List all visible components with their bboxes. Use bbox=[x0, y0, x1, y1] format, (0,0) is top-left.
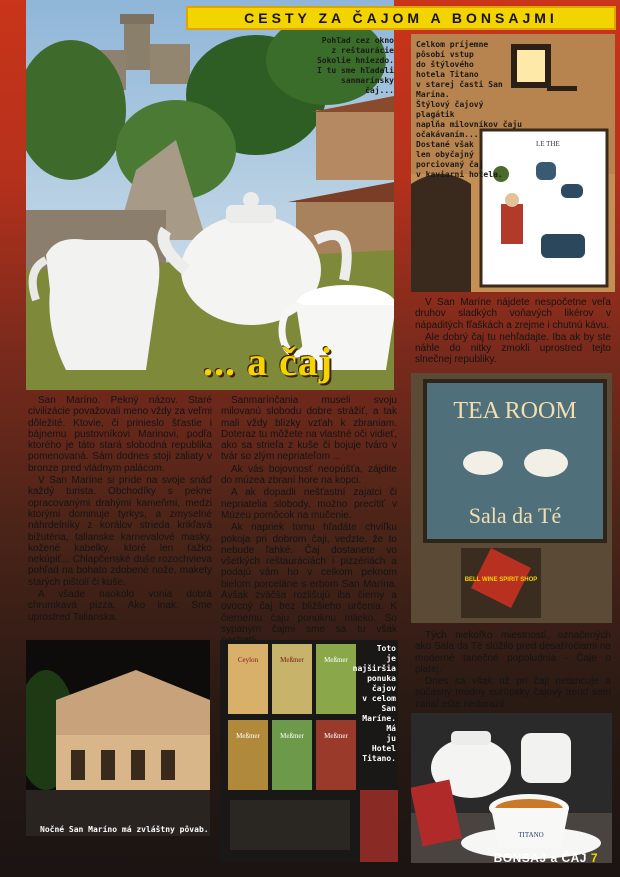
teacup-photo bbox=[411, 713, 612, 863]
hero-title: ... a čaj bbox=[203, 339, 334, 384]
page-footer bbox=[494, 851, 598, 865]
paragraph: A ak dopadli nešťastní zajatci či nepriatelia slobody, možno precítiť v Múzeu pomôcok na mučenie. bbox=[221, 487, 397, 521]
right-text-upper bbox=[415, 297, 611, 367]
box-label: Meßmer bbox=[324, 656, 348, 664]
hero-caption: Pohľad cez okno z reštaurácie Sokolie hniezdo. I tu sme hľadali sanmarínsky čaj... bbox=[316, 36, 394, 95]
paragraph: V San Maríne nájdete nespočetne veľa druhov sladkých voňavých likérov v nápaditých fľaškách a zrejme i chutnú kávu. bbox=[415, 297, 611, 331]
footer-text: BONSAJ a ČAJ bbox=[493, 851, 587, 865]
paragraph: V San Maríne si príde na svoje snáď každý turista. Obchodíky s pekne opracovanými drahými kameňmi, medzi ktorými dominuje tyrkys, a zmyselné náhrdelníky z korálov strieda krikľavá bižutéria, talianske karnevalové masky, kožené kabelky, ktoré len ťažko nekúpiť... Chlapčenské duše rozochvieva pohľad na bohato zdobené nože, makety starých pištolí či kuše. bbox=[28, 475, 212, 588]
paragraph: Ak vás bojovnosť neopúšťa, zájdite do múzea zbraní hore na kopci. bbox=[221, 463, 397, 487]
box-label: Meßmer bbox=[280, 732, 304, 740]
tea-room-sign-photo bbox=[411, 373, 612, 623]
night-caption: Nočné San Maríno má zvláštny pôvab. bbox=[40, 825, 209, 834]
page-number: 7 bbox=[590, 851, 598, 865]
article-column-1 bbox=[28, 395, 212, 624]
paragraph: A všade naokolo vonia dobrá chrumkavá pizza. Ako inak. Sme uprostred Talianska. bbox=[28, 589, 212, 623]
cup-label: TITANO bbox=[518, 831, 544, 839]
paragraph: Ak napriek tomu hľadáte chvíľku pokoja pri dobrom čaji, vedzte, že to nebude ľahké. Čaj dostanete vo všetkých reštauráciách i pizzériách a podajú vám ho v celkom peknom bielom porceláne s erbom San Marína. Avšak zväčša rozlišujú iba čierny a ovocný čaj bez bližšieho určenia. K čiernemu čaju ponúknu mlieko. So sypaným čajmi sme sa tu však bbox=[221, 522, 397, 635]
sign-line1: TEA ROOM bbox=[453, 398, 577, 424]
right-text-lower bbox=[415, 630, 611, 711]
paragraph: Dnes sa však už pri čaji netancuje a súčasný módny európsky čajový trend sem zatiaľ ešte nedorazil. bbox=[415, 676, 611, 710]
box-label: Meßmer bbox=[280, 656, 304, 664]
sign-small: BELL WINE SPIRIT SHOP bbox=[464, 577, 538, 583]
box-label: Meßmer bbox=[236, 732, 260, 740]
box-label: Meßmer bbox=[324, 732, 348, 740]
box-label: Ceylon bbox=[237, 656, 259, 664]
paragraph: San Maríno. Pekný názov. Staré civilizácie považovali meno vždy za veľmi dôležité. Ktovie, či prinieslo šťastie i bájnemu pustovníkovi Marinovi, podľa ktorého je táto stará slobodná republika pomenovaná. Sám dodnes stojí zaliaty v bronze pred vládnym palácom. bbox=[28, 395, 212, 474]
paragraph: Tých niekoľko miestností, označených ako Sala da Té slúžilo pred desaťročiami na moderné tanečné popoludnia - Čaje o piatej. bbox=[415, 630, 611, 675]
tea-room-sign-image bbox=[411, 373, 612, 623]
article-column-2 bbox=[221, 395, 397, 648]
section-header bbox=[186, 6, 616, 30]
lamp-caption: Celkom príjemne pôsobí vstup do štýlového hotela Titano v starej časti San Marína. Štýlový čajový plagátik napĺňa milovníkov čaju očakávaním... Dostané však len obyčajný porciovaný čaj v kaviarni hotela. bbox=[416, 40, 522, 179]
paragraph: Sanmarínčania museli svoju milovanú slobodu dobre strážiť, a tak mali vždy blízky vzťah k zbraniam. Doteraz tu môžete na vlastné oči vidieť, ako sa strieľa z kuše či bojuje tváro v tvár so zlým nepriateľom ... bbox=[221, 395, 397, 463]
poster-label: LE THE bbox=[536, 140, 560, 148]
night-photo-image bbox=[26, 640, 210, 836]
paragraph: Ale dobrý čaj tu nehľadajte. Iba ak by ste náhle do nitky zmokli uprostred tejto slnečnej republiky. bbox=[415, 331, 611, 366]
night-photo bbox=[26, 640, 210, 836]
tea-boxes-caption: Toto je najširšia ponuka čajov v celom San Maríne. Má ju Hotel Titano. bbox=[352, 644, 396, 763]
sign-line2: Sala da Té bbox=[468, 503, 562, 528]
section-header-title: CESTY ZA ČAJOM A BONSAJMI bbox=[244, 10, 558, 26]
teacup-image bbox=[411, 713, 612, 863]
